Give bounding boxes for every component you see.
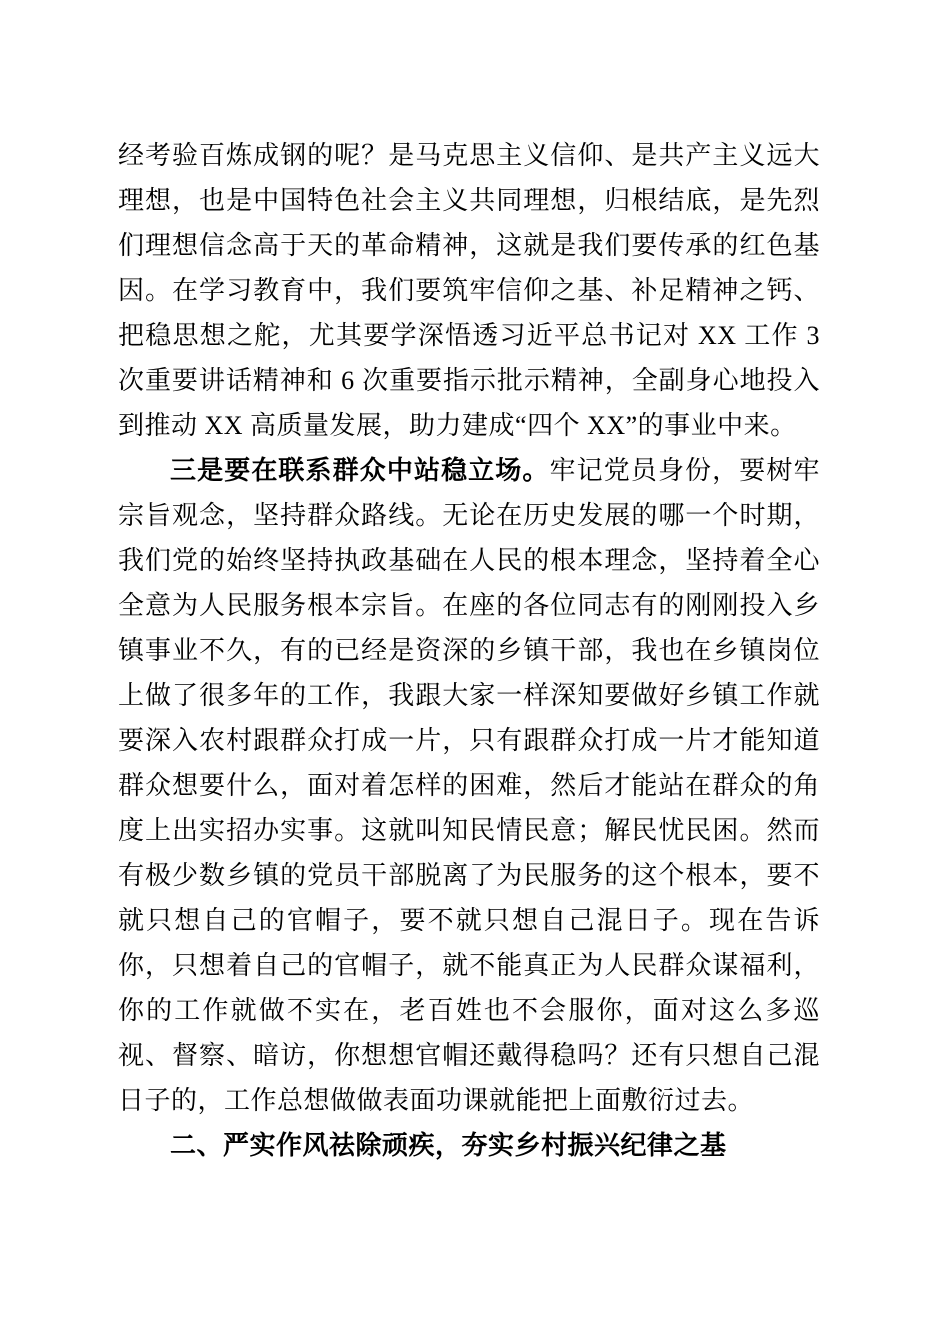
paragraph-third-point-lead: 三是要在联系群众中站稳立场。	[170, 456, 550, 485]
section-heading-two	[118, 1123, 820, 1168]
paragraph-continuation-text: 经考验百炼成钢的呢？是马克思主义信仰、是共产主义远大理想，也是中国特色社会主义共同理想，归根结底，是先烈们理想信念高于天的革命精神，这就是我们要传承的红色基因。在学习教育中，我们要筑牢信仰之基、补足精神之钙、把稳思想之舵，尤其要学深悟透习近平总书记对 XX 工作 3 次重要讲话精神和 6 次重要指示批示精神，全副身心地投入到推动 XX 高质量发展，助力建成“四个 XX”的事业中来。	[118, 141, 820, 440]
section-heading-two-text: 二、严实作风祛除顽疾，夯实乡村振兴纪律之基	[170, 1130, 727, 1160]
paragraph-third-point-body: 牢记党员身份，要树牢宗旨观念，坚持群众路线。无论在历史发展的哪一个时期，我们党的始终坚持执政基础在人民的根本理念，坚持着全心全意为人民服务根本宗旨。在座的各位同志有的刚刚投入乡镇事业不久，有的已经是资深的乡镇干部，我也在乡镇岗位上做了很多年的工作，我跟大家一样深知要做好乡镇工作就要深入农村跟群众打成一片，只有跟群众打成一片才能知道群众想要什么，面对着怎样的困难，然后才能站在群众的角度上出实招办实事。这就叫知民情民意；解民忧民困。然而有极少数乡镇的党员干部脱离了为民服务的这个根本，要不就只想自己的官帽子，要不就只想自己混日子。现在告诉你，只想着自己的官帽子，就不能真正为人民群众谋福利，你的工作就做不实在，老百姓也不会服你，面对这么多巡视、督察、暗访，你想想官帽还戴得稳吗？还有只想自己混日子的，工作总想做做表面功课就能把上面敷衍过去。	[118, 456, 820, 1115]
paragraph-third-point	[118, 448, 820, 1123]
document-content	[118, 133, 820, 1168]
paragraph-continuation	[118, 133, 820, 448]
